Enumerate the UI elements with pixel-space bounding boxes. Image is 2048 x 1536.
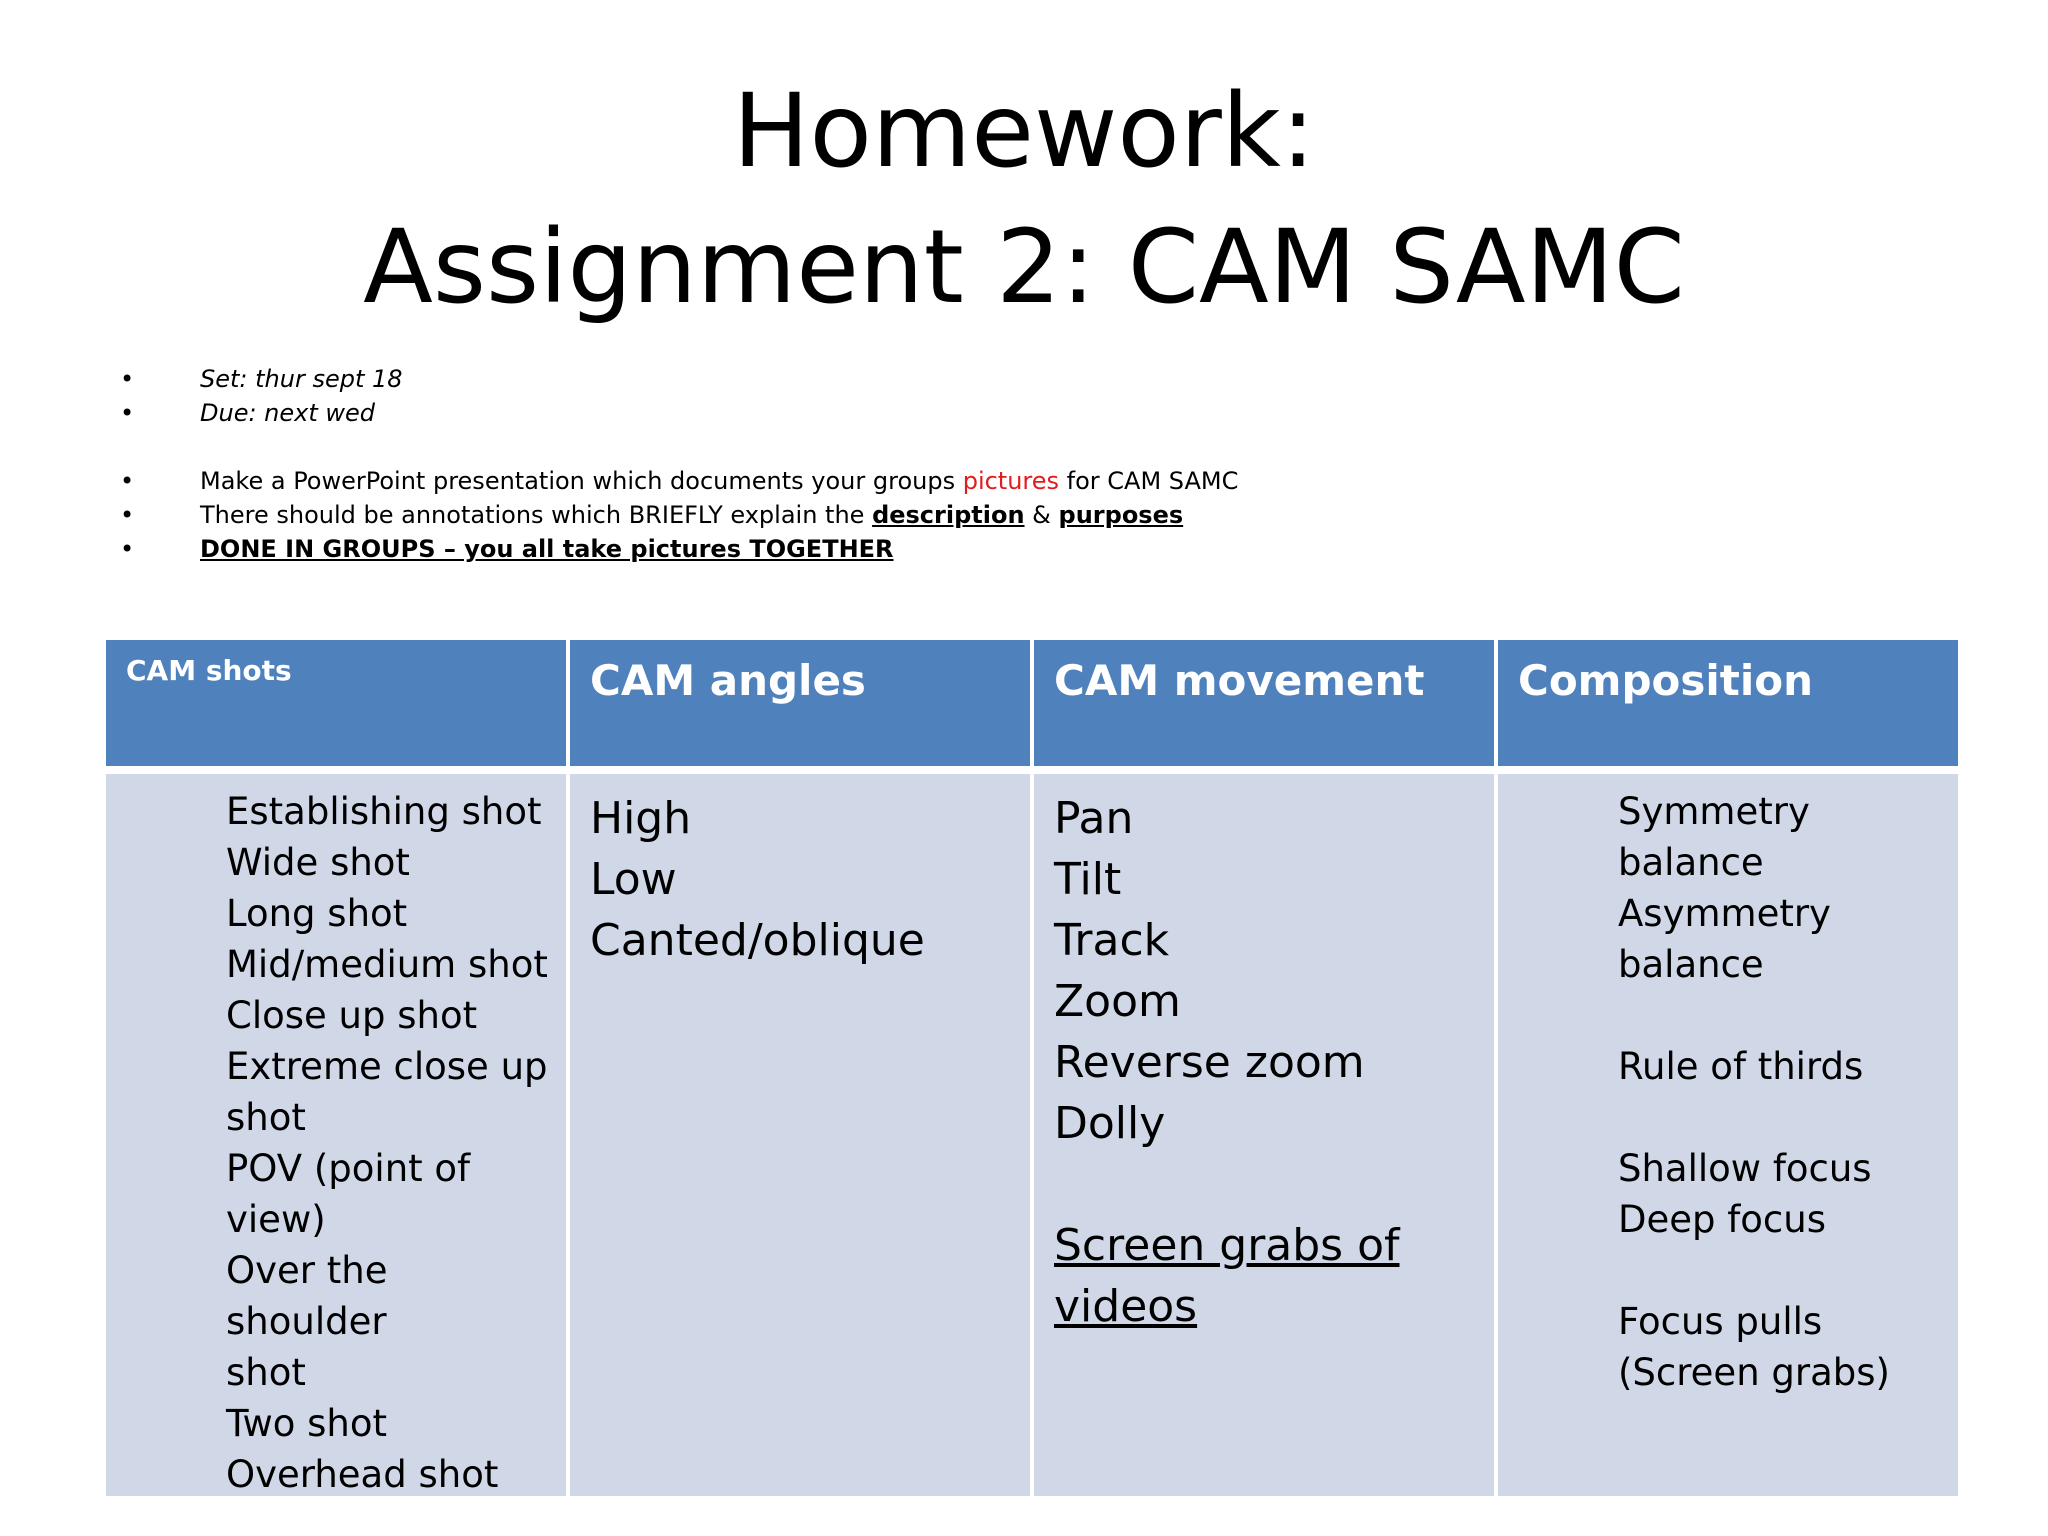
- cell-cam-angles: [570, 774, 1030, 1496]
- instruction-list: [120, 362, 1620, 566]
- cell-cam-shots: [106, 774, 566, 1496]
- list-item: Canted/oblique: [590, 915, 925, 966]
- list-item: Symmetry: [1618, 790, 1810, 833]
- list-item: Low: [590, 854, 677, 905]
- list-item: Establishing shot: [226, 790, 542, 833]
- list-item: Reverse zoom: [1054, 1037, 1365, 1088]
- cell-cam-movement: [1034, 774, 1494, 1496]
- list-item: Over the shoulder: [226, 1249, 388, 1343]
- list-item: Overhead shot: [226, 1453, 499, 1496]
- list-item: Extreme close up: [226, 1045, 548, 1088]
- list-item: Wide shot: [226, 841, 410, 884]
- set-date: Set: thur sept 18: [200, 365, 403, 393]
- header-cam-angles: CAM angles: [570, 640, 1030, 766]
- bullet-dot-icon: •: [120, 399, 135, 427]
- title-line-1: Homework:: [732, 72, 1316, 191]
- list-item: Zoom: [1054, 976, 1181, 1027]
- bullet-dot-icon: •: [120, 535, 135, 563]
- list-item: videos: [1054, 1281, 1198, 1332]
- title-line-2: Assignment 2: CAM SAMC: [363, 208, 1685, 327]
- annotations-before: There should be annotations which BRIEFLY explain the: [200, 501, 873, 529]
- list-item: balance: [1618, 943, 1764, 986]
- list-item: Dolly: [1054, 1098, 1166, 1149]
- header-cam-shots: CAM shots: [106, 640, 566, 766]
- list-item: Pan: [1054, 793, 1134, 844]
- header-composition: Composition: [1498, 640, 1958, 766]
- list-item: Two shot: [226, 1402, 388, 1445]
- list-item: Close up shot: [226, 994, 478, 1037]
- groups-text: DONE IN GROUPS – you all take pictures TOGETHER: [200, 535, 894, 563]
- list-item: Shallow focus: [1618, 1147, 1872, 1190]
- bullet-groups: [120, 532, 1620, 566]
- make-after: for CAM SAMC: [1059, 467, 1239, 495]
- slide-title: [0, 64, 2048, 336]
- annotations-mid: &: [1024, 501, 1059, 529]
- cell-composition: [1498, 774, 1958, 1496]
- make-before: Make a PowerPoint presentation which documents your groups: [200, 467, 963, 495]
- pictures-highlight: pictures: [962, 467, 1060, 495]
- bullet-make: [120, 464, 1620, 498]
- annotations-text: [200, 498, 1183, 532]
- bullet-dot-icon: •: [120, 501, 135, 529]
- list-item: Tilt: [1054, 854, 1122, 905]
- purposes-term: purposes: [1058, 501, 1184, 529]
- list-item: balance: [1618, 841, 1764, 884]
- cam-samc-table: [106, 640, 1958, 1496]
- list-item: view): [226, 1198, 326, 1241]
- list-item: High: [590, 793, 692, 844]
- list-item: Rule of thirds: [1618, 1045, 1864, 1088]
- due-date: Due: next wed: [200, 399, 376, 427]
- bullet-dot-icon: •: [120, 467, 135, 495]
- list-item: Asymmetry: [1618, 892, 1831, 935]
- list-item: Screen grabs of: [1054, 1220, 1400, 1271]
- list-item: Deep focus: [1618, 1198, 1826, 1241]
- make-text: [200, 464, 1238, 498]
- description-term: description: [872, 501, 1025, 529]
- header-cam-movement: CAM movement: [1034, 640, 1494, 766]
- bullet-annotations: [120, 498, 1620, 532]
- list-item: shot: [226, 1096, 306, 1139]
- bullet-due: [120, 396, 1620, 430]
- list-item: Mid/medium shot: [226, 943, 548, 986]
- list-item: (Screen grabs): [1618, 1351, 1890, 1394]
- bullet-dot-icon: •: [120, 365, 135, 393]
- bullet-set: [120, 362, 1620, 396]
- list-item: shot: [226, 1351, 306, 1394]
- list-item: Track: [1054, 915, 1170, 966]
- list-item: Long shot: [226, 892, 408, 935]
- list-item: Focus pulls: [1618, 1300, 1823, 1343]
- list-item: POV (point of: [226, 1147, 471, 1190]
